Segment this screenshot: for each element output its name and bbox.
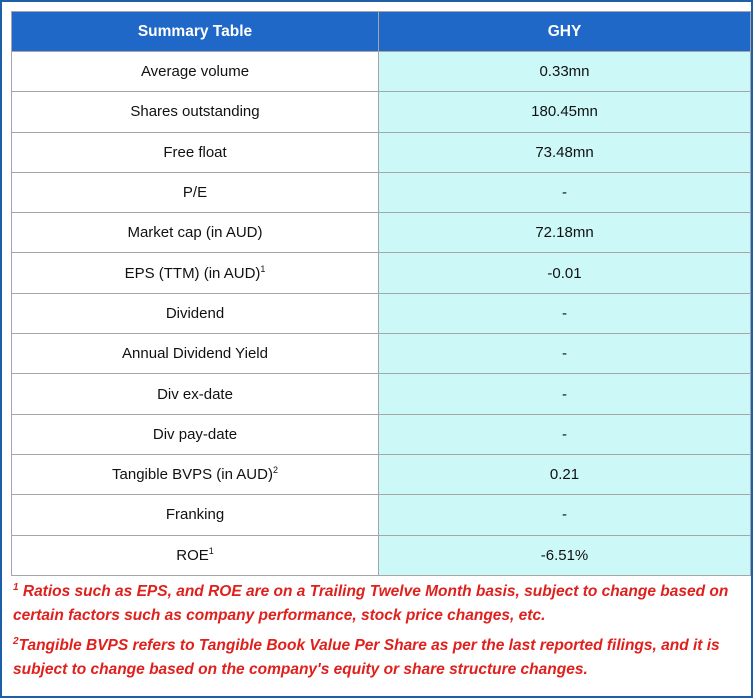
table-row xyxy=(12,454,751,494)
row-label: Average volume xyxy=(140,63,250,81)
row-value: - xyxy=(379,293,751,333)
row-value: -6.51% xyxy=(379,535,751,575)
row-label: Div pay-date xyxy=(152,425,238,443)
row-value: 0.33mn xyxy=(379,52,751,92)
row-label-cell xyxy=(12,374,379,414)
table-row xyxy=(12,535,751,575)
row-label: Franking xyxy=(165,506,225,524)
row-label-cell xyxy=(12,334,379,374)
row-value: 72.18mn xyxy=(379,213,751,253)
table-row xyxy=(12,495,751,535)
table-row xyxy=(12,92,751,132)
footnote-2-text: Tangible BVPS refers to Tangible Book Value Per Share as per the last reported filings, and it is subject to change based on the company's equity or share structure changes. xyxy=(13,637,720,678)
table-body xyxy=(12,52,751,576)
table-row xyxy=(12,414,751,454)
footnote-2 xyxy=(13,634,741,682)
table-row xyxy=(12,374,751,414)
row-label: Div ex-date xyxy=(157,385,233,403)
footnote-1-text: Ratios such as EPS, and ROE are on a Trailing Twelve Month basis, subject to change based on certain factors such as company performance, stock price changes, etc. xyxy=(13,583,729,624)
footnotes xyxy=(13,580,741,688)
footnote-1-mark: 1 xyxy=(13,581,19,593)
table-row xyxy=(12,293,751,333)
table-row xyxy=(12,172,751,212)
row-label: Market cap (in AUD) xyxy=(127,224,263,242)
row-label-cell xyxy=(12,92,379,132)
row-value: 180.45mn xyxy=(379,92,751,132)
footnote-2-mark: 2 xyxy=(13,635,19,647)
table-row xyxy=(12,132,751,172)
row-label: ROE xyxy=(176,546,209,564)
header-ticker: GHY xyxy=(379,12,751,52)
summary-table xyxy=(11,11,751,576)
row-value: 73.48mn xyxy=(379,132,751,172)
row-footnote-mark: 1 xyxy=(208,545,214,556)
row-value: - xyxy=(379,172,751,212)
row-label: Shares outstanding xyxy=(130,103,260,121)
row-label: Free float xyxy=(163,143,227,161)
row-label-cell xyxy=(12,172,379,212)
row-label-cell xyxy=(12,454,379,494)
row-label-cell xyxy=(12,293,379,333)
row-value: 0.21 xyxy=(379,454,751,494)
row-label-cell xyxy=(12,495,379,535)
table-row xyxy=(12,52,751,92)
header-summary-table: Summary Table xyxy=(12,12,379,52)
row-label-cell xyxy=(12,414,379,454)
row-value: - xyxy=(379,495,751,535)
row-label-cell xyxy=(12,213,379,253)
row-label: Annual Dividend Yield xyxy=(122,345,268,363)
row-label-cell xyxy=(12,535,379,575)
row-value: - xyxy=(379,374,751,414)
row-value: - xyxy=(379,334,751,374)
row-label: EPS (TTM) (in AUD) xyxy=(124,264,261,282)
table-row xyxy=(12,334,751,374)
footnote-1 xyxy=(13,580,741,628)
row-label: Tangible BVPS (in AUD) xyxy=(112,466,273,484)
row-label-cell xyxy=(12,253,379,293)
row-label-cell xyxy=(12,52,379,92)
row-label: P/E xyxy=(182,184,208,202)
row-label: Dividend xyxy=(165,304,225,322)
table-row xyxy=(12,213,751,253)
row-footnote-mark: 2 xyxy=(272,465,278,476)
row-value: - xyxy=(379,414,751,454)
row-value: -0.01 xyxy=(379,253,751,293)
row-footnote-mark: 1 xyxy=(260,263,266,274)
table-row xyxy=(12,253,751,293)
row-label-cell xyxy=(12,132,379,172)
table-header-row xyxy=(12,12,751,52)
